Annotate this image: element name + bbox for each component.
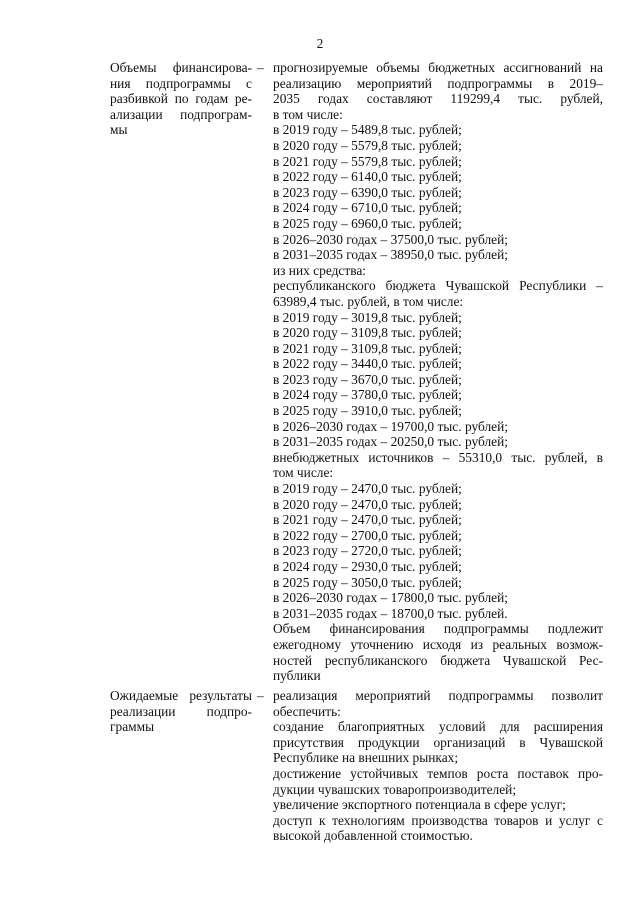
- text-line: высокой добавленной стоимостью.: [273, 828, 473, 844]
- text-line: создание благоприятных условий для расширения: [273, 719, 603, 735]
- text-line: в 2025 году – 3050,0 тыс. рублей;: [273, 574, 462, 590]
- label-line: Ожидаемые результаты: [110, 688, 252, 703]
- text-line: в 2023 году – 6390,0 тыс. рублей;: [273, 184, 462, 200]
- label-line: граммы: [110, 719, 155, 735]
- financing-label: [110, 60, 252, 138]
- text-line: в 2031–2035 годах – 18700,0 тыс. рублей.: [273, 605, 508, 621]
- text-line: в 2024 году – 2930,0 тыс. рублей;: [273, 559, 462, 574]
- text-line: увеличение экспортного потенциала в сфере услуг;: [273, 797, 566, 813]
- separator-dash: –: [257, 60, 264, 75]
- page-number: 2: [316, 36, 324, 51]
- text-line: обеспечить:: [273, 703, 341, 719]
- label-line: реализации подпро-: [110, 703, 252, 719]
- text-line: ежегодному уточнению исходя из реальных возмож-: [273, 636, 603, 652]
- text-line: реализацию мероприятий подпрограммы в 2019–: [273, 75, 603, 91]
- text-line: ностей республиканского бюджета Чувашской Рес-: [273, 652, 603, 668]
- text-line: публики: [273, 668, 321, 684]
- text-line: внебюджетных источников – 55310,0 тыс. рублей, в: [273, 449, 603, 465]
- text-line: дукции чувашских товаропроизводителей;: [273, 781, 517, 797]
- label-line: Объемы финансирова-: [110, 60, 252, 75]
- text-line: в 2023 году – 2720,0 тыс. рублей;: [273, 543, 462, 559]
- text-line: в 2022 году – 6140,0 тыс. рублей;: [273, 169, 462, 185]
- text-line: в 2024 году – 3780,0 тыс. рублей;: [273, 387, 462, 403]
- text-line: республиканского бюджета Чувашской Республики –: [273, 278, 603, 294]
- label-line: ализации подпрограм-: [110, 106, 252, 122]
- text-line: в 2025 году – 6960,0 тыс. рублей;: [273, 215, 462, 231]
- expected-results-content: [273, 688, 603, 844]
- text-line: в 2020 году – 2470,0 тыс. рублей;: [273, 496, 462, 512]
- text-line: доступ к технологиям производства товаров и услуг с: [273, 812, 603, 828]
- text-line: в 2031–2035 годах – 20250,0 тыс. рублей;: [273, 434, 508, 450]
- text-line: из них средства:: [273, 262, 367, 278]
- text-line: в 2022 году – 2700,0 тыс. рублей;: [273, 527, 462, 543]
- text-line: присутствия продукции организаций в Чувашской: [273, 734, 603, 750]
- text-line: в 2024 году – 6710,0 тыс. рублей;: [273, 200, 462, 216]
- label-line: ния подпрограммы с: [110, 75, 252, 91]
- text-line: в 2025 году – 3910,0 тыс. рублей;: [273, 403, 462, 419]
- text-line: в 2019 году – 3019,8 тыс. рублей;: [273, 309, 462, 325]
- text-line: реализация мероприятий подпрограммы позволит: [273, 688, 603, 703]
- text-line: в 2026–2030 годах – 37500,0 тыс. рублей;: [273, 231, 508, 247]
- expected-results-label: [110, 688, 252, 735]
- label-line: мы: [110, 122, 128, 138]
- text-line: в 2021 году – 5579,8 тыс. рублей;: [273, 153, 462, 169]
- text-line: 63989,4 тыс. рублей, в том числе:: [273, 293, 464, 309]
- text-line: в 2019 году – 2470,0 тыс. рублей;: [273, 481, 462, 497]
- text-line: в 2020 году – 5579,8 тыс. рублей;: [273, 137, 462, 153]
- text-line: в 2026–2030 годах – 19700,0 тыс. рублей;: [273, 418, 508, 434]
- label-line: разбивкой по годам ре-: [110, 91, 252, 107]
- text-line: в 2021 году – 3109,8 тыс. рублей;: [273, 340, 462, 356]
- text-line: в 2023 году – 3670,0 тыс. рублей;: [273, 371, 462, 387]
- text-line: в 2019 году – 5489,8 тыс. рублей;: [273, 122, 462, 138]
- text-line: в 2020 году – 3109,8 тыс. рублей;: [273, 325, 462, 341]
- text-line: том числе:: [273, 465, 334, 481]
- text-line: Объем финансирования подпрограммы подлежит: [273, 621, 603, 637]
- separator-dash: –: [257, 688, 264, 703]
- text-line: достижение устойчивых темпов роста поставок про-: [273, 765, 603, 781]
- financing-content: [273, 60, 603, 684]
- text-line: в 2022 году – 3440,0 тыс. рублей;: [273, 356, 462, 372]
- text-line: Республике на внешних рынках;: [273, 750, 459, 766]
- text-line: прогнозируемые объемы бюджетных ассигнований на: [273, 60, 603, 75]
- text-line: 2035 годах составляют 119299,4 тыс. рублей,: [273, 91, 603, 107]
- text-line: в том числе:: [273, 106, 343, 122]
- text-line: в 2021 году – 2470,0 тыс. рублей;: [273, 512, 462, 528]
- text-line: в 2026–2030 годах – 17800,0 тыс. рублей;: [273, 590, 508, 606]
- text-line: в 2031–2035 годах – 38950,0 тыс. рублей;: [273, 247, 508, 263]
